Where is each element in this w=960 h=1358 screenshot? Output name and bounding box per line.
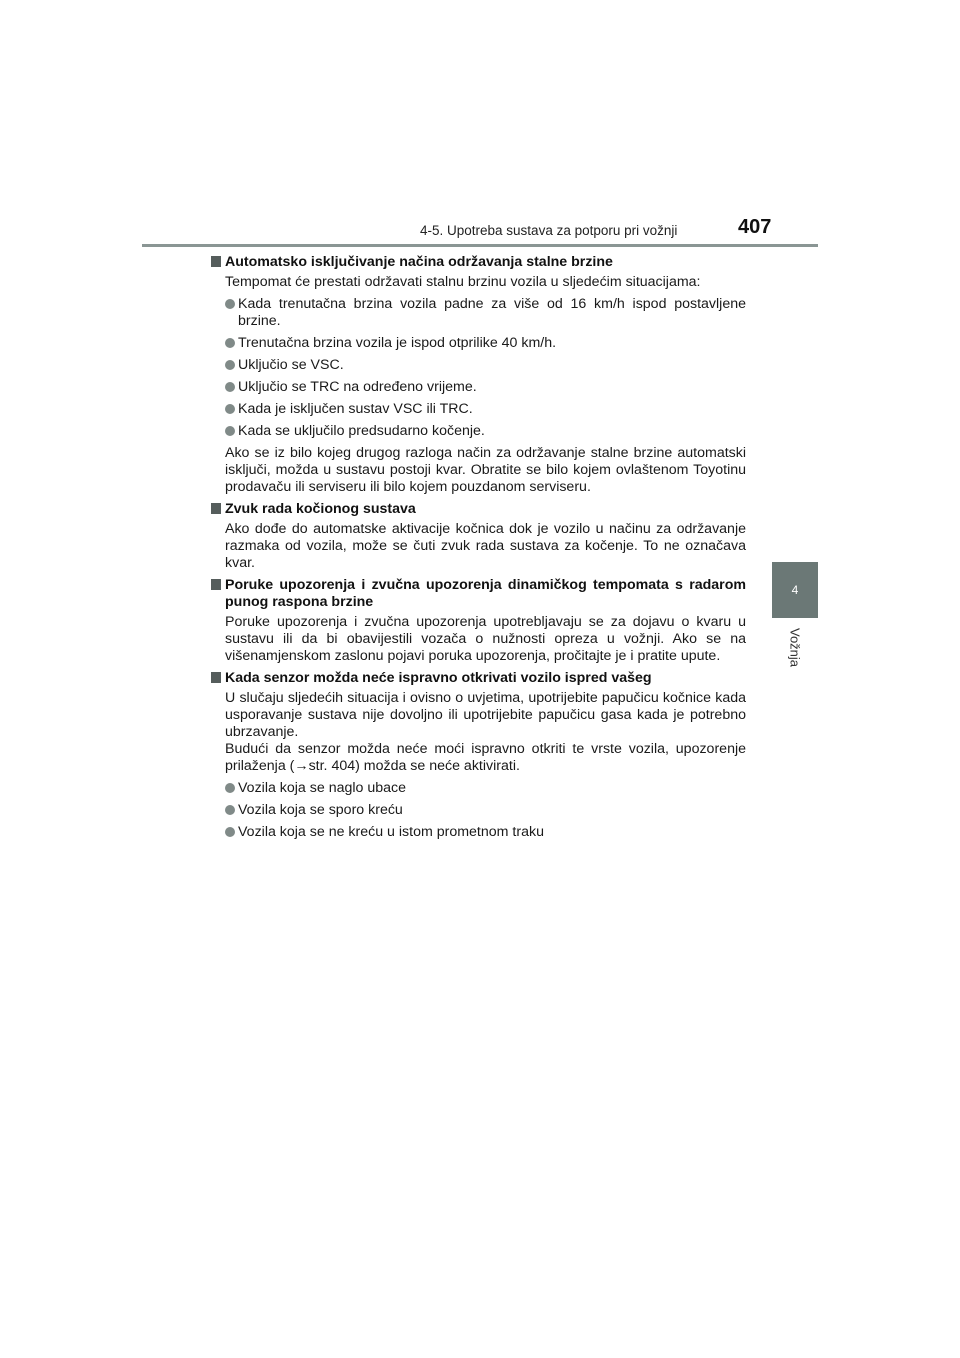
round-bullet-icon bbox=[225, 299, 235, 309]
list-item bbox=[210, 780, 746, 797]
list-item-text: Uključio se TRC na određeno vrijeme. bbox=[238, 379, 477, 395]
list-item bbox=[210, 379, 746, 396]
list-item-text: Uključio se VSC. bbox=[238, 357, 344, 373]
header-divider bbox=[142, 244, 818, 247]
heading-text: Poruke upozorenja i zvučna upozorenja dinamičkog tempomata s radarom punog raspona brzine bbox=[225, 577, 746, 610]
list-item-text: Kada trenutačna brzina vozila padne za više od 16 km/h ispod postavljene brzine. bbox=[238, 296, 746, 329]
round-bullet-icon bbox=[225, 404, 235, 414]
chapter-number: 4 bbox=[791, 583, 799, 597]
square-bullet-icon bbox=[211, 256, 221, 267]
round-bullet-icon bbox=[225, 382, 235, 392]
square-bullet-icon bbox=[211, 672, 221, 683]
section-title: 4-5. Upotreba sustava za potporu pri vožnji bbox=[420, 223, 678, 238]
square-bullet-icon bbox=[211, 503, 221, 514]
paragraph: Poruke upozorenja i zvučna upozorenja upotrebljavaju se za dojavu o kvaru u sustavu ili da bi obavijestili vozača o nužnosti opreza u vožnji. Ako se na višenamjenskom zaslonu pojavi poruka upozorenja, pročitajte je i pratite upute. bbox=[225, 614, 746, 664]
round-bullet-icon bbox=[225, 360, 235, 370]
page-number: 407 bbox=[738, 216, 772, 238]
heading-text: Kada senzor možda neće ispravno otkrivati vozilo ispred vašeg bbox=[225, 670, 652, 686]
list-item-text: Vozila koja se ne kreću u istom prometnom traku bbox=[238, 824, 544, 840]
paragraph bbox=[210, 690, 746, 775]
list-item-text: Vozila koja se naglo ubace bbox=[238, 780, 407, 796]
paragraph: Ako se iz bilo kojeg drugog razloga način za održavanje stalne brzine automatski isključi, možda u sustavu postoji kvar. Obratite se bilo kojem ovlaštenom Toyotinu prodavaču ili serviseru ili bilo kojem pouzdanom serviseru. bbox=[225, 445, 746, 495]
paragraph-line: Budući da senzor možda neće moći ispravno otkriti te vrste vozila, upozorenje prilaženja (→str. 404) možda se neće aktivirati. bbox=[225, 741, 746, 774]
list-item bbox=[210, 357, 746, 374]
list-item bbox=[210, 824, 746, 841]
round-bullet-icon bbox=[225, 426, 235, 436]
list-item-text: Kada je isključen sustav VSC ili TRC. bbox=[238, 401, 473, 417]
list-item-text: Vozila koja se sporo kreću bbox=[238, 802, 403, 818]
paragraph: Ako dođe do automatske aktivacije kočnica dok je vozilo u načinu za održavanje razmaka od vozila, može se čuti zvuk rada sustava za kočenje. To ne označava kvar. bbox=[225, 521, 746, 571]
round-bullet-icon bbox=[225, 805, 235, 815]
list-item bbox=[210, 802, 746, 819]
round-bullet-icon bbox=[225, 783, 235, 793]
page-content bbox=[210, 254, 746, 846]
round-bullet-icon bbox=[225, 827, 235, 837]
round-bullet-icon bbox=[225, 338, 235, 348]
list-item bbox=[210, 401, 746, 418]
list-item-text: Trenutačna brzina vozila je ispod otprilike 40 km/h. bbox=[238, 335, 557, 351]
chapter-label: Vožnja bbox=[787, 628, 803, 668]
section-heading bbox=[210, 670, 746, 687]
paragraph-line: U slučaju sljedećih situacija i ovisno o uvjetima, upotrijebite papučicu kočnice kada usporavanje sustava nije dovoljno ili upotrijebite papučicu gasa kada je potrebno ubrzavanje. bbox=[225, 690, 746, 740]
list-item bbox=[210, 335, 746, 352]
heading-text: Automatsko isključivanje načina održavanja stalne brzine bbox=[225, 254, 613, 270]
heading-text: Zvuk rada kočionog sustava bbox=[225, 501, 416, 517]
chapter-tab bbox=[772, 562, 818, 618]
list-item-text: Kada se uključilo predsudarno kočenje. bbox=[238, 423, 485, 439]
section-heading bbox=[210, 254, 746, 271]
paragraph: Tempomat će prestati održavati stalnu brzinu vozila u sljedećim situacijama: bbox=[225, 274, 701, 290]
section-heading bbox=[210, 577, 746, 611]
section-heading bbox=[210, 501, 746, 518]
list-item bbox=[210, 296, 746, 330]
square-bullet-icon bbox=[211, 579, 221, 590]
list-item bbox=[210, 423, 746, 440]
